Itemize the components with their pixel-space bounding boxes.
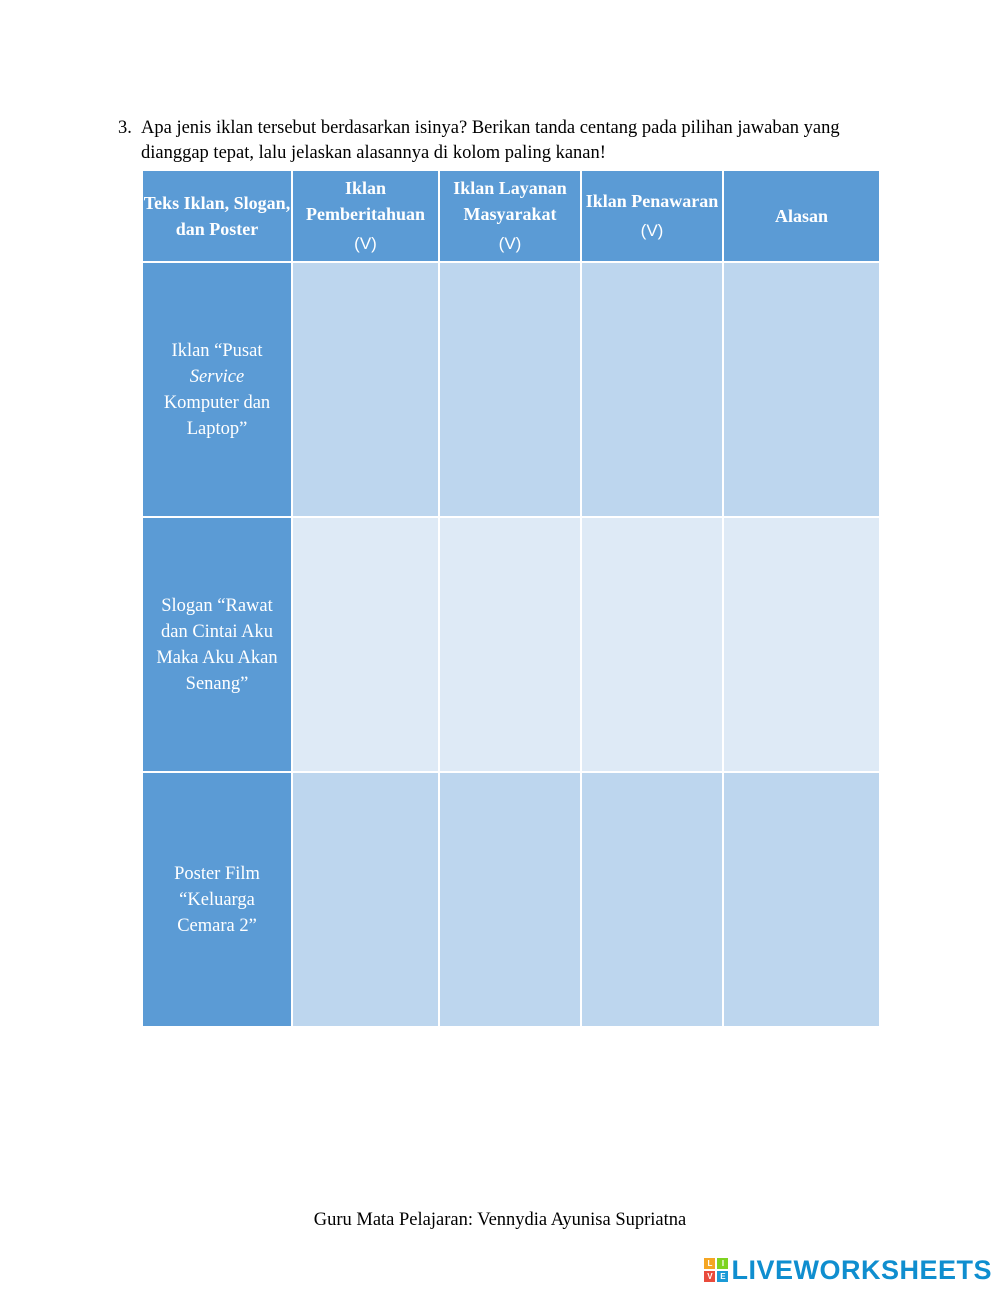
header-pemberitahuan: [292, 170, 439, 262]
question-number: 3.: [118, 118, 132, 138]
question-text: Apa jenis iklan tersebut berdasarkan isinya? Berikan tanda centang pada pilihan jawaban yang dianggap tepat, lalu jelaskan alasannya di kolom paling kanan!: [141, 118, 840, 163]
answer-cell-penawaran[interactable]: [581, 772, 723, 1027]
logo-blocks-icon: [704, 1258, 728, 1282]
liveworksheets-logo: [704, 1255, 992, 1285]
answer-cell-pemberitahuan[interactable]: [292, 517, 439, 772]
answer-cell-penawaran[interactable]: [581, 517, 723, 772]
answer-cell-layanan[interactable]: [439, 772, 581, 1027]
answer-cell-layanan[interactable]: [439, 517, 581, 772]
question: [118, 116, 888, 166]
answer-cell-alasan[interactable]: [723, 772, 880, 1027]
row-label-poster: Poster Film “Keluarga Cemara 2”: [142, 772, 292, 1027]
header-layanan: [439, 170, 581, 262]
header-alasan: [723, 170, 880, 262]
footer-teacher: Guru Mata Pelajaran: Vennydia Ayunisa Supriatna: [313, 1210, 687, 1230]
answer-cell-layanan[interactable]: [439, 262, 581, 517]
logo-block: V: [704, 1271, 715, 1282]
row-label-iklan: Iklan “Pusat Service Komputer dan Laptop”: [142, 262, 292, 517]
answer-table: [141, 169, 881, 1028]
table-row: [142, 772, 880, 1027]
answer-cell-alasan[interactable]: [723, 517, 880, 772]
header-alasan-label: Alasan: [774, 206, 828, 226]
header-teks: [142, 170, 292, 262]
header-layanan-check: (V): [498, 234, 522, 253]
header-pemberitahuan-check: (V): [354, 234, 377, 253]
answer-cell-penawaran[interactable]: [581, 262, 723, 517]
answer-cell-pemberitahuan[interactable]: [292, 262, 439, 517]
logo-block: I: [717, 1258, 728, 1269]
table-row: [142, 262, 880, 517]
answer-cell-alasan[interactable]: [723, 262, 880, 517]
header-penawaran: [581, 170, 723, 262]
row-label-slogan: Slogan “Rawat dan Cintai Aku Maka Aku Akan Senang”: [142, 517, 292, 772]
logo-block: E: [717, 1271, 728, 1282]
header-layanan-label: Iklan Layanan Masyarakat: [453, 178, 567, 224]
header-penawaran-label: Iklan Penawaran: [585, 191, 719, 211]
logo-block: L: [704, 1258, 715, 1269]
logo-text: LIVEWORKSHEETS: [731, 1254, 992, 1285]
header-teks-label: Teks Iklan, Slogan, dan Poster: [143, 193, 291, 239]
table-row: [142, 517, 880, 772]
header-penawaran-check: (V): [640, 221, 664, 240]
header-pemberitahuan-label: Iklan Pemberitahuan: [306, 178, 425, 224]
header-row: [142, 170, 880, 262]
answer-cell-pemberitahuan[interactable]: [292, 772, 439, 1027]
